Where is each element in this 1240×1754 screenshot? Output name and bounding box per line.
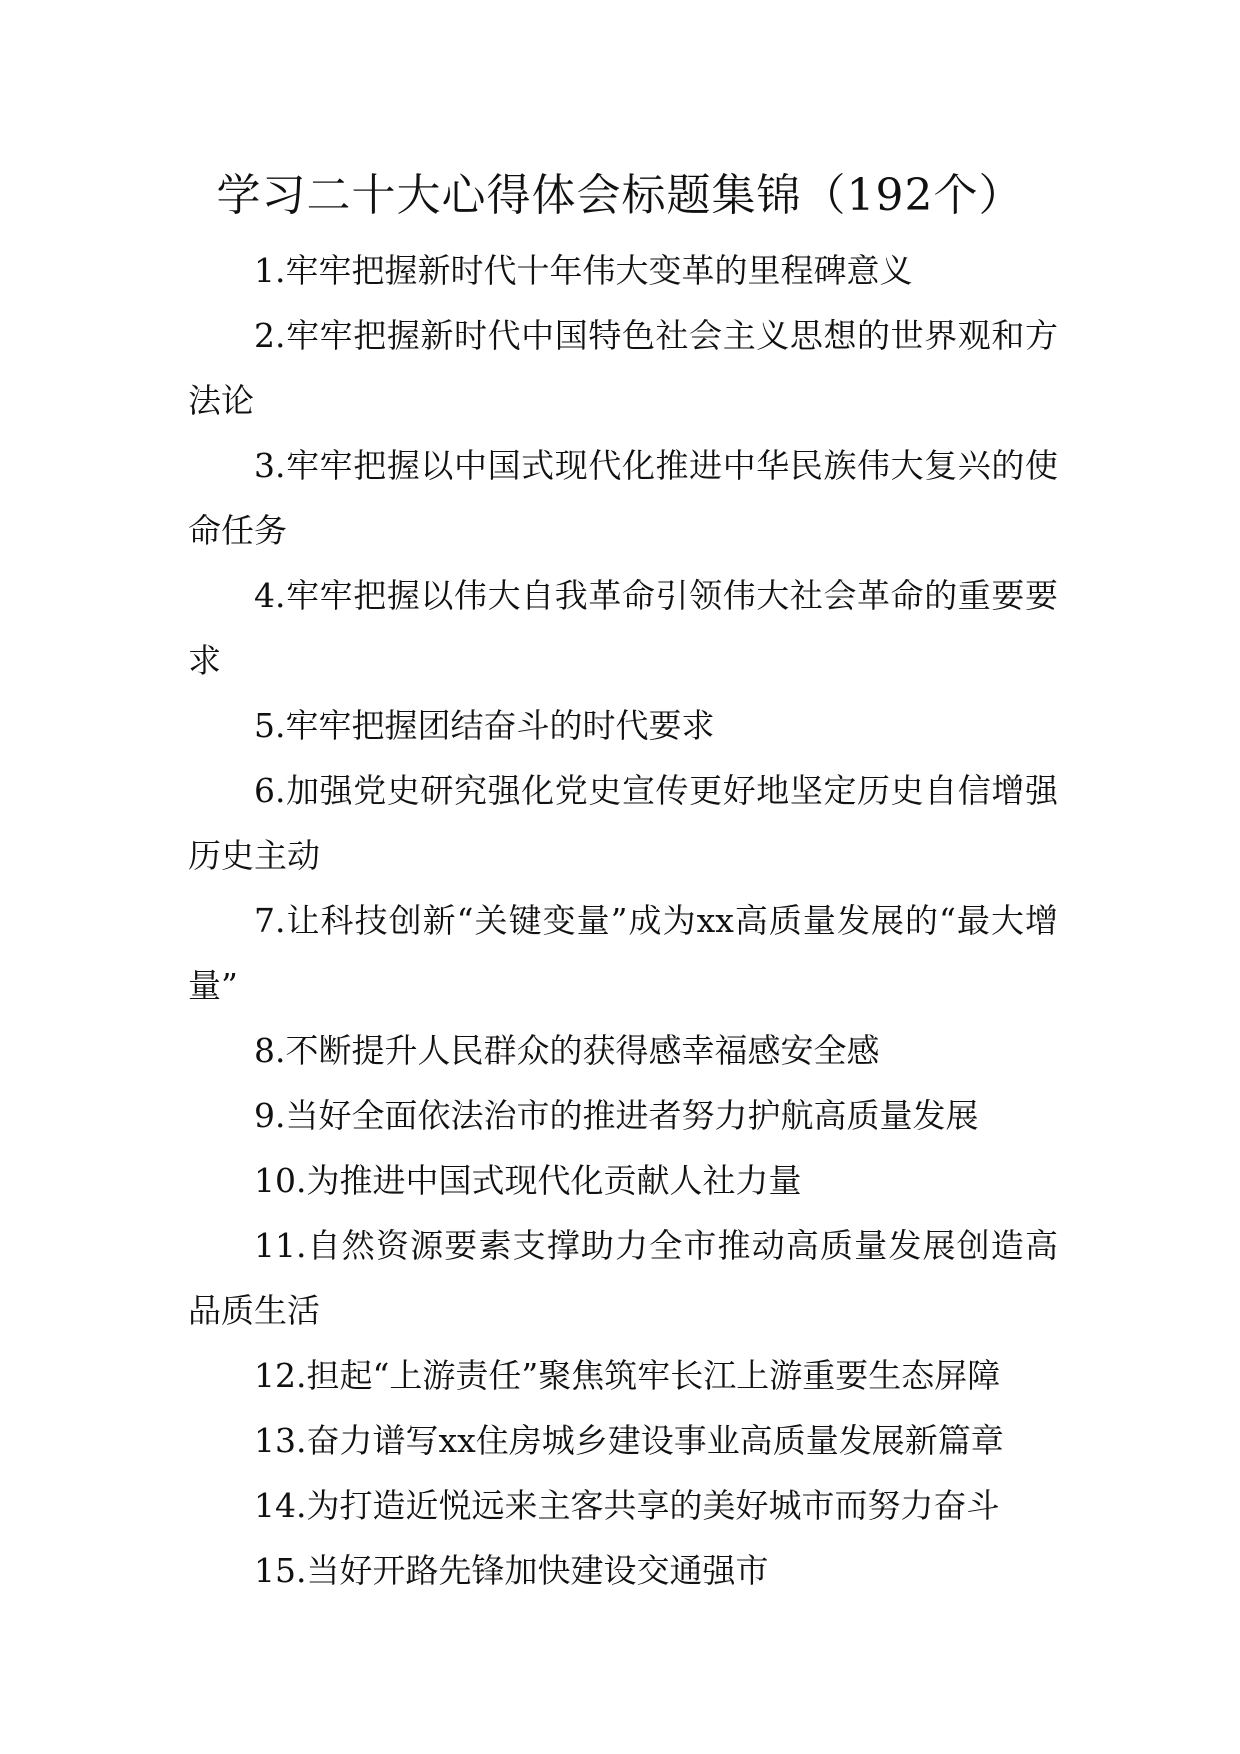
list-item: 14.为打造近悦远来主客共享的美好城市而努力奋斗 — [254, 1486, 1000, 1525]
list-item: 11.自然资源要素支撑助力全市推动高质量发展创造高品质生活 — [188, 1226, 1058, 1330]
list-item: 1.牢牢把握新时代十年伟大变革的里程碑意义 — [254, 251, 913, 290]
list-item: 5.牢牢把握团结奋斗的时代要求 — [254, 706, 715, 745]
list-item: 15.当好开路先锋加快建设交通强市 — [254, 1551, 769, 1590]
title-list — [188, 238, 1058, 1603]
list-item: 9.当好全面依法治市的推进者努力护航高质量发展 — [254, 1096, 979, 1135]
list-item: 2.牢牢把握新时代中国特色社会主义思想的世界观和方法论 — [188, 316, 1058, 420]
document-title: 学习二十大心得体会标题集锦（192个） — [216, 170, 1024, 221]
list-item: 4.牢牢把握以伟大自我革命引领伟大社会革命的重要要求 — [188, 576, 1058, 680]
list-item: 7.让科技创新“关键变量”成为xx高质量发展的“最大增量” — [188, 901, 1058, 1005]
list-item: 10.为推进中国式现代化贡献人社力量 — [254, 1161, 802, 1200]
list-item: 12.担起“上游责任”聚焦筑牢长江上游重要生态屏障 — [254, 1356, 1001, 1395]
list-item: 3.牢牢把握以中国式现代化推进中华民族伟大复兴的使命任务 — [188, 446, 1058, 550]
list-item: 8.不断提升人民群众的获得感幸福感安全感 — [254, 1031, 880, 1070]
list-item: 13.奋力谱写xx住房城乡建设事业高质量发展新篇章 — [254, 1421, 1004, 1460]
list-item: 6.加强党史研究强化党史宣传更好地坚定历史自信增强历史主动 — [188, 771, 1058, 875]
